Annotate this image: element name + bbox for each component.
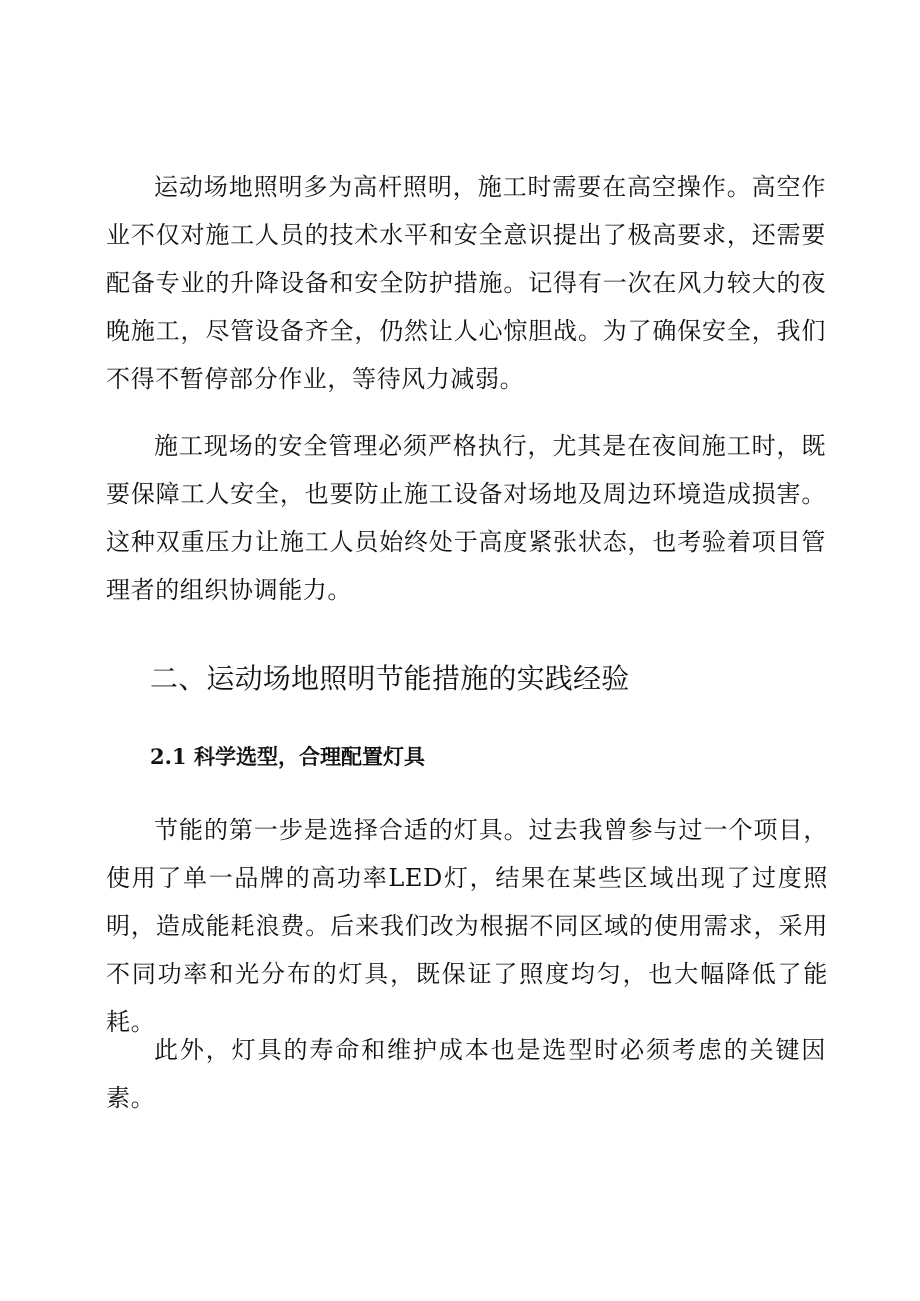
section-heading: 二、运动场地照明节能措施的实践经验 <box>150 662 630 695</box>
subsection-title: 科学选型，合理配置灯具 <box>194 744 425 769</box>
subsection-number: 2.1 <box>150 744 187 769</box>
body-paragraph: 节能的第一步是选择合适的灯具。过去我曾参与过一个项目，使用了单一品牌的高功率LED灯，结果在某些区域出现了过度照明，造成能耗浪费。后来我们改为根据不同区域的使用需求，采用不同功率和光分布的灯具，既保证了照度均匀，也大幅降低了能耗。 <box>106 816 828 1036</box>
body-paragraph: 运动场地照明多为高杆照明，施工时需要在高空操作。高空作业不仅对施工人员的技术水平和安全意识提出了极高要求，还需要配备专业的升降设备和安全防护措施。记得有一次在风力较大的夜晚施工，尽管设备齐全，仍然让人心惊胆战。为了确保安全，我们不得不暂停部分作业，等待风力减弱。 <box>106 173 826 393</box>
body-paragraph: 此外，灯具的寿命和维护成本也是选型时必须考虑的关键因素。 <box>106 1036 826 1112</box>
body-paragraph: 施工现场的安全管理必须严格执行，尤其是在夜间施工时，既要保障工人安全，也要防止施工设备对场地及周边环境造成损害。这种双重压力让施工人员始终处于高度紧张状态，也考验着项目管理者的组织协调能力。 <box>106 432 826 604</box>
subsection-heading <box>150 735 425 779</box>
